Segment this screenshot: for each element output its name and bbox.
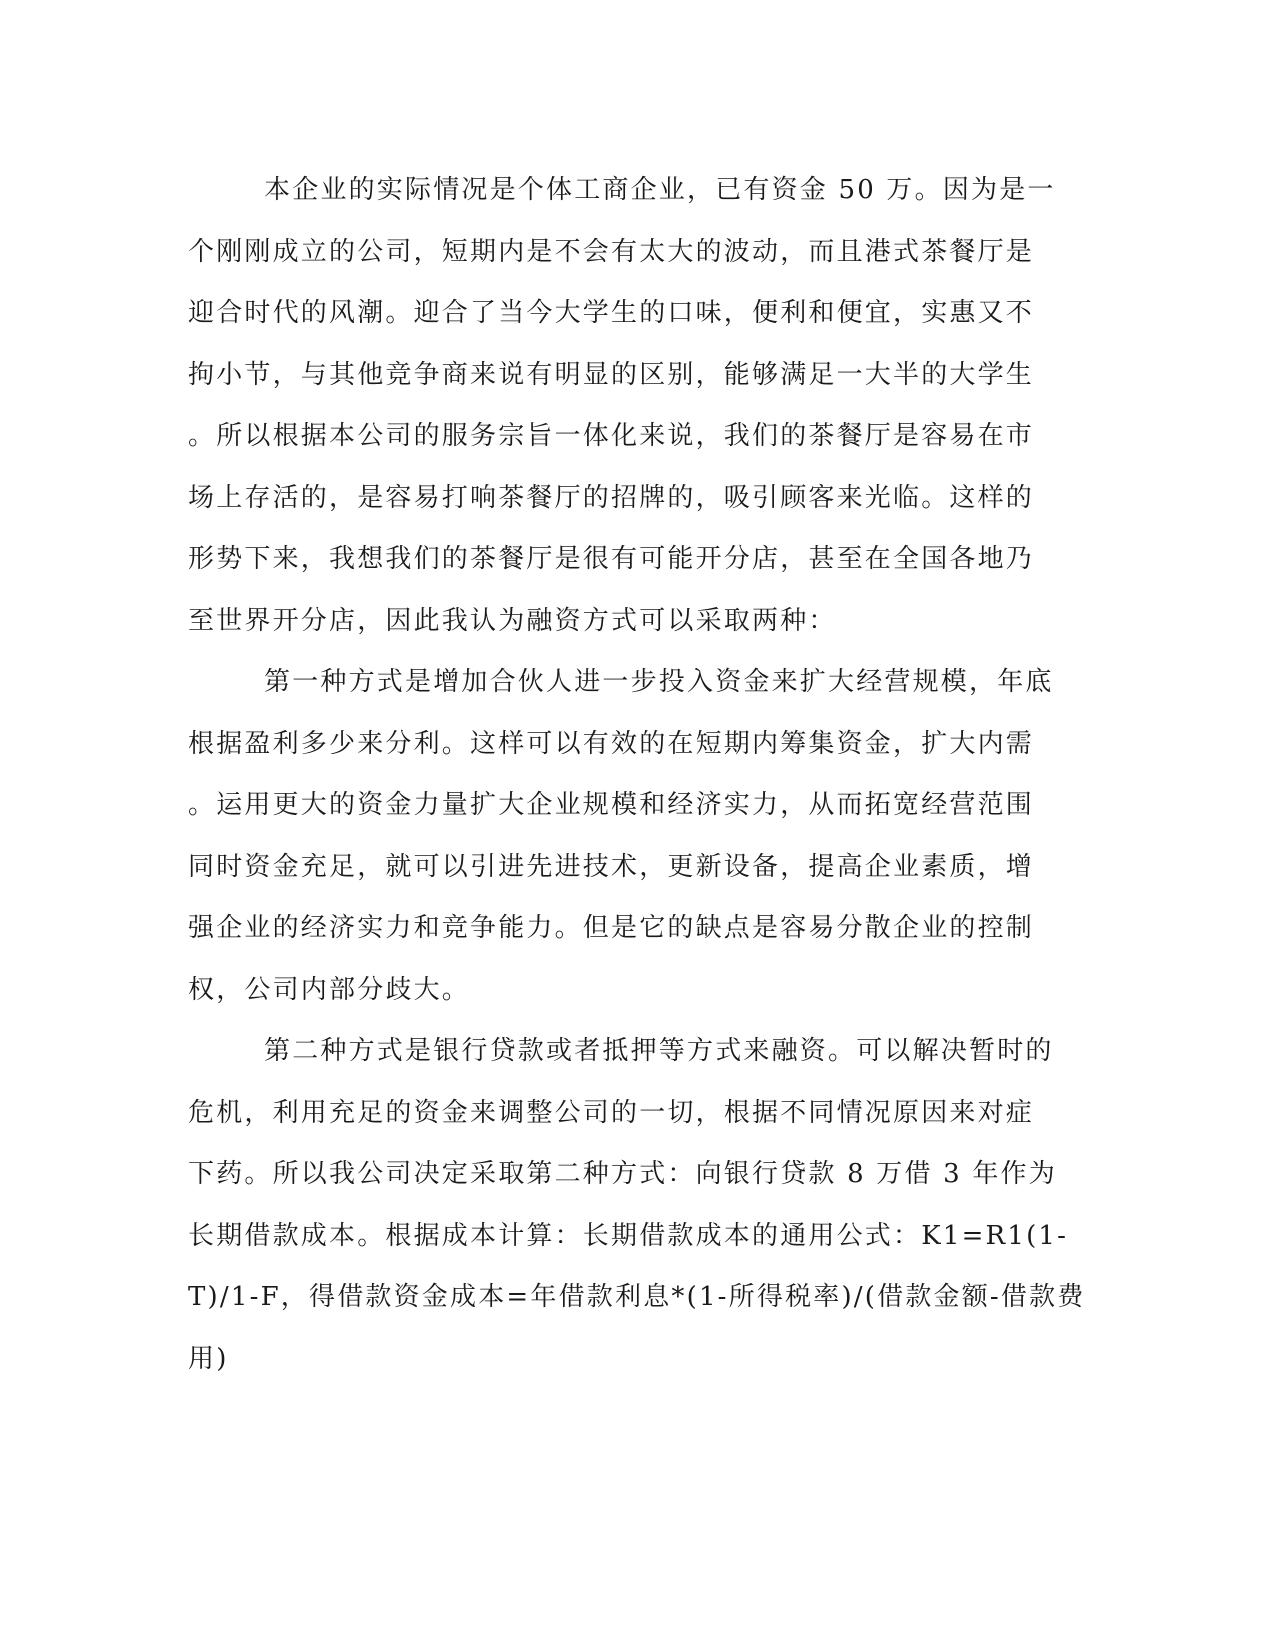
paragraph-first-method xyxy=(188,652,1068,1021)
paragraph-second-method xyxy=(188,1021,1086,1390)
text-line: 权，公司内部分歧大。 xyxy=(188,974,471,1005)
text-line: 至世界开分店，因此我认为融资方式可以采取两种： xyxy=(188,605,837,636)
text-line: 本企业的实际情况是个体工商企业，已有资金 50 万。因为是一 xyxy=(264,175,1056,205)
text-line: 危机，利用充足的资金来调整公司的一切，根据不同情况原因来对症 xyxy=(188,1097,1035,1128)
text-line: 下药。所以我公司决定采取第二种方式：向银行贷款 8 万借 3 年作为 xyxy=(188,1159,1057,1189)
text-line: 同时资金充足，就可以引进先进技术，更新设备，提高企业素质，增 xyxy=(188,851,1035,882)
text-line: 用) xyxy=(188,1343,229,1374)
text-line: 拘小节，与其他竞争商来说有明显的区别，能够满足一大半的大学生 xyxy=(188,359,1035,390)
text-line: 。所以根据本公司的服务宗旨一体化来说，我们的茶餐厅是容易在市 xyxy=(188,421,1035,451)
text-line: 个刚刚成立的公司，短期内是不会有太大的波动，而且港式茶餐厅是 xyxy=(188,236,1035,267)
paragraph-company-situation xyxy=(188,160,1068,652)
text-line: 场上存活的，是容易打响茶餐厅的招牌的，吸引顾客来光临。这样的 xyxy=(188,482,1035,513)
text-line: 第一种方式是增加合伙人进一步投入资金来扩大经营规模，年底 xyxy=(264,667,1054,697)
text-line: T)/1-F，得借款资金成本=年借款利息*(1-所得税率)/(借款金额-借款费 xyxy=(188,1282,1086,1312)
text-line: 第二种方式是银行贷款或者抵押等方式来融资。可以解决暂时的 xyxy=(264,1036,1054,1066)
text-line: 。运用更大的资金力量扩大企业规模和经济实力，从而拓宽经营范围 xyxy=(188,790,1035,820)
text-line: 根据盈利多少来分利。这样可以有效的在短期内筹集资金，扩大内需 xyxy=(188,728,1035,759)
text-line: 强企业的经济实力和竞争能力。但是它的缺点是容易分散企业的控制 xyxy=(188,913,1035,943)
text-line: 形势下来，我想我们的茶餐厅是很有可能开分店，甚至在全国各地乃 xyxy=(188,544,1035,574)
text-line: 长期借款成本。根据成本计算：长期借款成本的通用公式：K1=R1(1- xyxy=(188,1220,1069,1251)
text-line: 迎合时代的风潮。迎合了当今大学生的口味，便利和便宜，实惠又不 xyxy=(188,298,1035,328)
